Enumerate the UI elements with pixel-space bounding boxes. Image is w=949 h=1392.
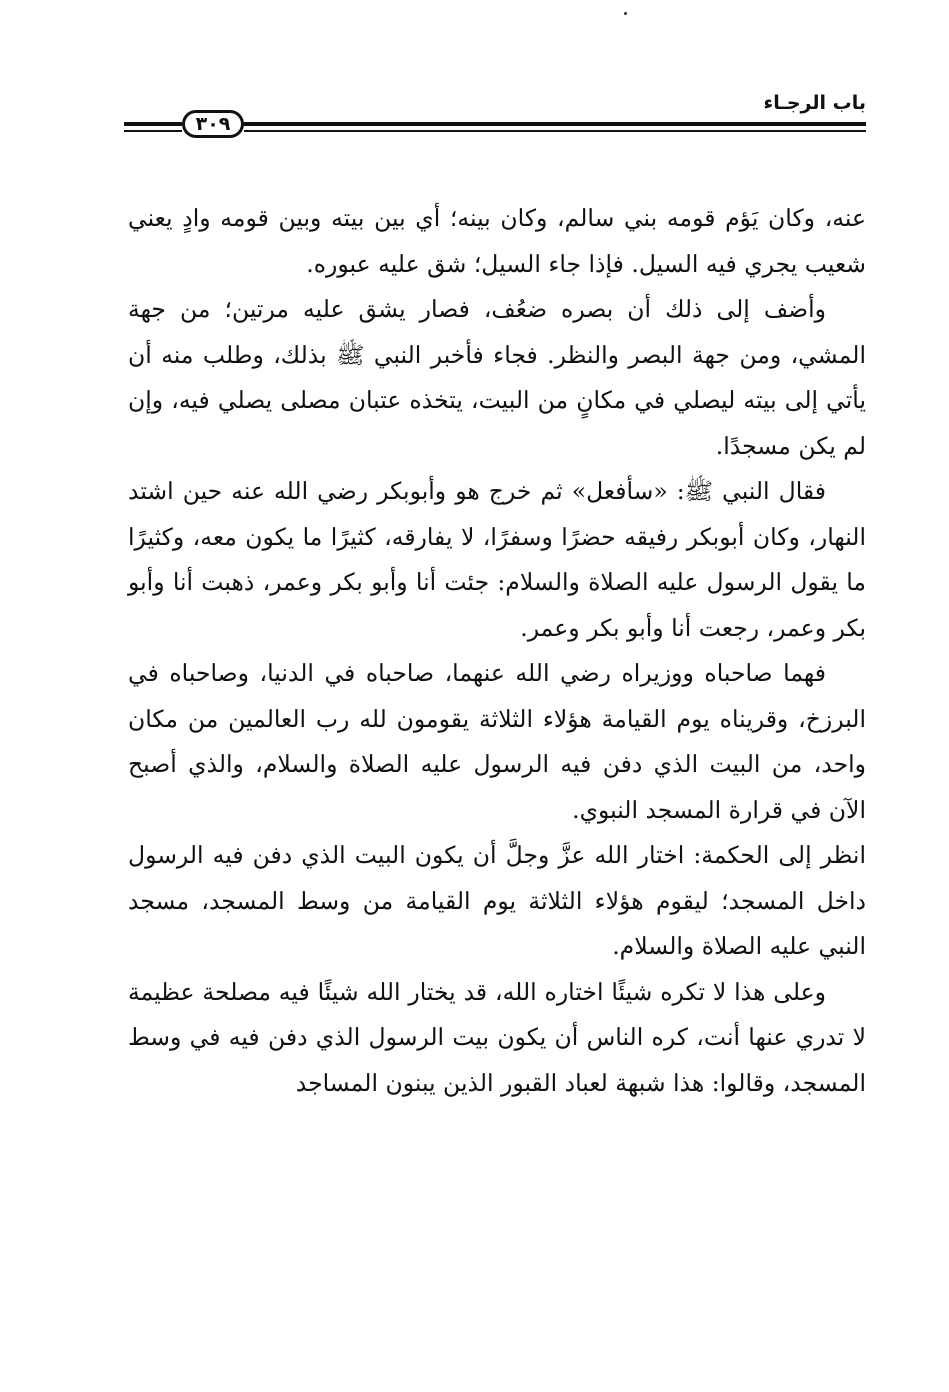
header-rule-right-thick [244, 122, 866, 126]
header-rule-left-thick [124, 122, 182, 126]
page-number: ٣٠٩ [195, 112, 231, 135]
paragraph: فهما صاحباه ووزيراه رضي الله عنهما، صاحباه في الدنيا، وصاحباه في البرزخ، وقريناه يوم القيامة هؤلاء الثلاثة يقومون لله رب العالمين من مكان واحد، من البيت الذي دفن فيه الرسول عليه الصلاة والسلام، والذي أصبح الآن في قرارة المسجد النبوي. [128, 659, 866, 824]
paragraph: فقال النبي ﷺ: «سأفعل» ثم خرج هو وأبوبكر رضي الله عنه حين اشتد النهار، وكان أبوبكر رفيقه حضرًا وسفرًا، لا يفارقه، كثيرًا ما يكون معه، وكثيرًا ما يقول الرسول عليه الصلاة والسلام: جئت أنا وأبو بكر وعمر، ذهبت أنا وأبو بكر وعمر، رجعت أنا وأبو بكر وعمر. [128, 477, 866, 642]
paragraph: وأضف إلى ذلك أن بصره ضعُف، فصار يشق عليه مرتين؛ من جهة المشي، ومن جهة البصر والنظر. فجاء فأخبر النبي ﷺ بذلك، وطلب منه أن يأتي إلى بيته ليصلي في مكانٍ من البيت، يتخذه عتبان مصلى يصلي فيه، وإن لم يكن مسجدًا. [128, 295, 866, 460]
paragraph: انظر إلى الحكمة: اختار الله عزَّ وجلَّ أن يكون البيت الذي دفن فيه الرسول داخل المسجد؛ ليقوم هؤلاء الثلاثة يوم القيامة من وسط المسجد، مسجد النبي عليه الصلاة والسلام. [128, 841, 866, 960]
page-header [124, 92, 866, 152]
paragraph-continuation: عنه، وكان يَؤم قومه بني سالم، وكان بينه؛ أي بين بيته وبين قومه وادٍ يعني شعيب يجري فيه السيل. فإذا جاء السيل؛ شق عليه عبوره. [128, 204, 866, 278]
scan-speck [624, 12, 627, 15]
page-number-frame [182, 110, 244, 138]
page-body [128, 196, 866, 1106]
header-rule-right-thin [244, 130, 866, 132]
chapter-title: باب الرجـاء [763, 92, 866, 114]
header-rule-left-thin [124, 130, 182, 132]
paragraph: وعلى هذا لا تكره شيئًا اختاره الله، قد يختار الله شيئًا فيه مصلحة عظيمة لا تدري عنها أنت، كره الناس أن يكون بيت الرسول الذي دفن فيه في وسط المسجد، وقالوا: هذا شبهة لعباد القبور الذين يبنون المساجد [128, 977, 866, 1097]
